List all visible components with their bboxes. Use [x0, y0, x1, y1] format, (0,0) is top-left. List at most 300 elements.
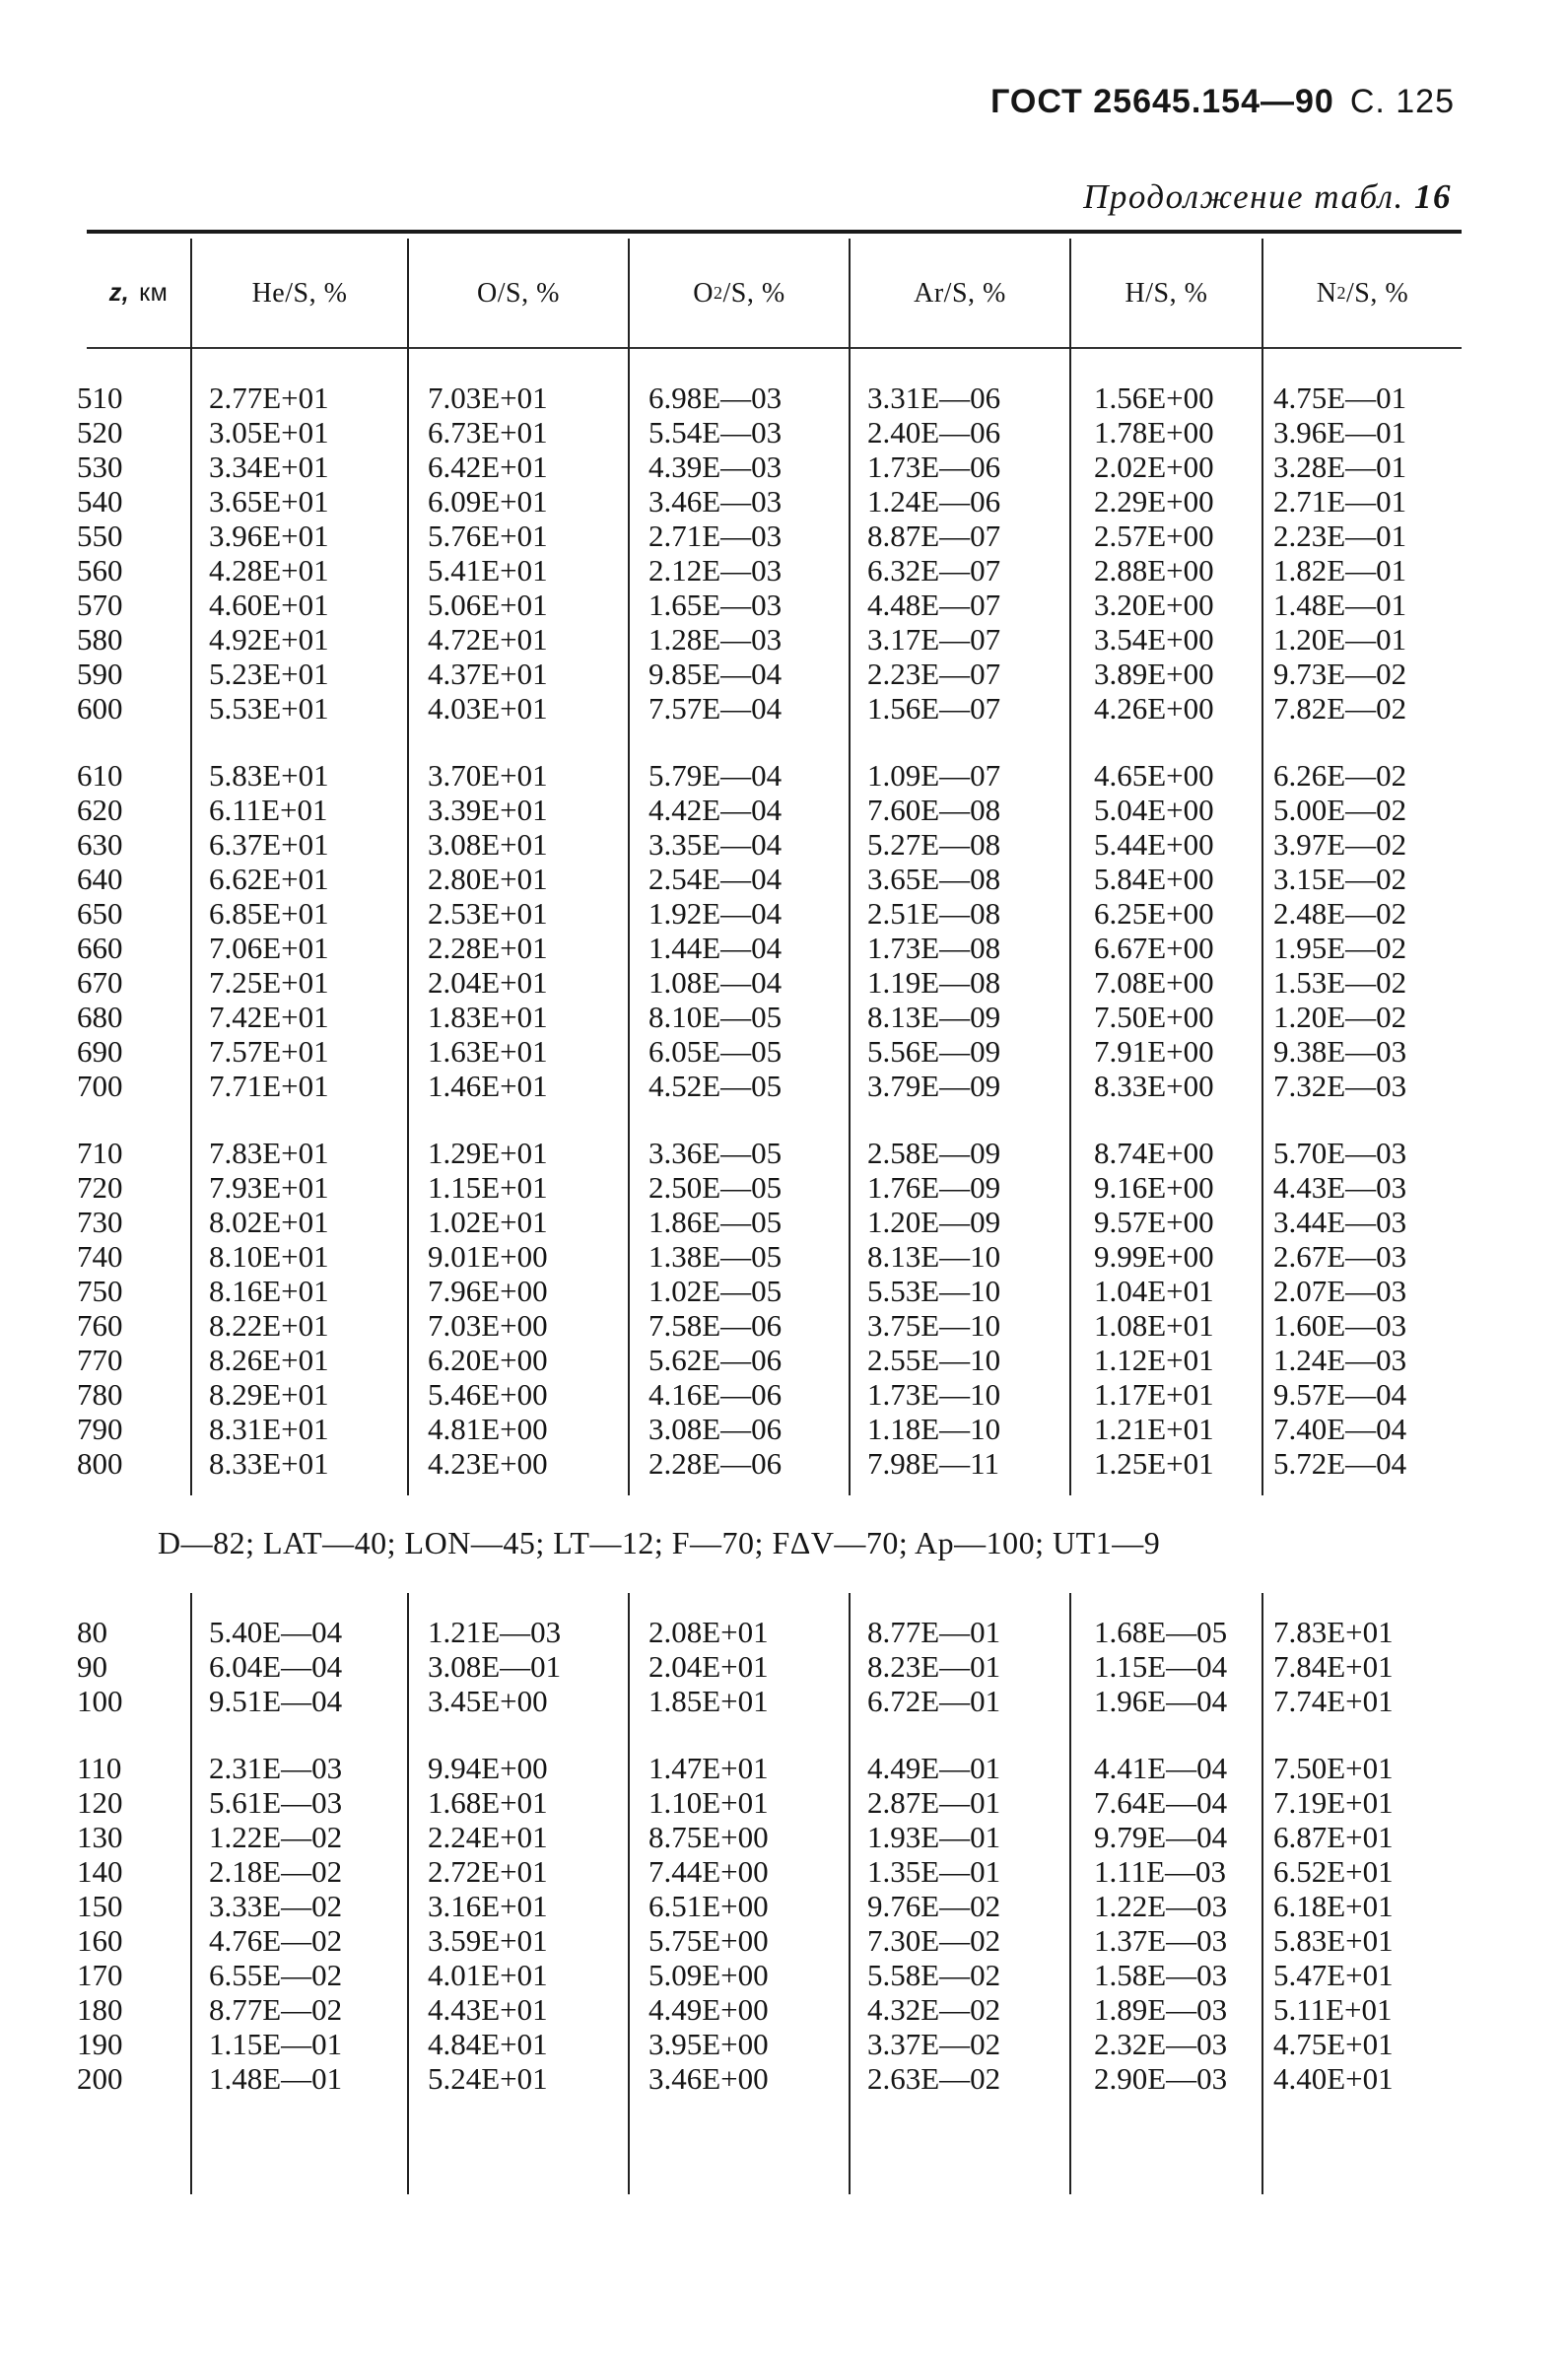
cell-o: 4.01E+01	[428, 1958, 548, 1992]
cell-ar: 8.13E—10	[867, 1239, 1001, 1274]
table-row	[0, 588, 1568, 622]
cell-o2: 6.05E—05	[648, 1034, 783, 1069]
cell-n2: 2.07E—03	[1273, 1274, 1407, 1308]
cell-o: 4.23E+00	[428, 1446, 548, 1481]
cell-o: 7.03E+01	[428, 381, 548, 415]
cell-he: 5.53E+01	[209, 691, 329, 726]
table-row	[0, 793, 1568, 827]
cell-he: 6.11E+01	[209, 793, 328, 827]
cell-o2: 1.44E—04	[648, 931, 783, 965]
cell-h: 1.58E—03	[1094, 1958, 1228, 1992]
cell-o: 4.37E+01	[428, 657, 548, 691]
cell-o2: 1.86E—05	[648, 1205, 783, 1239]
cell-o2: 3.46E—03	[648, 484, 783, 519]
cell-ar: 1.76E—09	[867, 1170, 1001, 1205]
cell-o: 2.53E+01	[428, 896, 548, 931]
cell-n2: 5.72E—04	[1273, 1446, 1407, 1481]
cell-h: 1.89E—03	[1094, 1992, 1228, 2027]
cell-altitude: 170	[77, 1958, 123, 1992]
cell-n2: 3.97E—02	[1273, 827, 1407, 862]
cell-o: 3.39E+01	[428, 793, 548, 827]
cell-h: 1.68E—05	[1094, 1615, 1228, 1649]
cell-o2: 1.92E—04	[648, 896, 783, 931]
cell-n2: 7.84E+01	[1273, 1649, 1394, 1684]
page-number: С. 125	[1349, 83, 1455, 120]
cell-he: 5.23E+01	[209, 657, 329, 691]
cell-h: 2.57E+00	[1094, 519, 1214, 553]
cell-h: 8.33E+00	[1094, 1069, 1214, 1103]
cell-he: 5.83E+01	[209, 758, 329, 793]
cell-altitude: 740	[77, 1239, 123, 1274]
cell-h: 2.88E+00	[1094, 553, 1214, 588]
cell-ar: 2.87E—01	[867, 1785, 1001, 1820]
cell-n2: 5.47E+01	[1273, 1958, 1394, 1992]
cell-o2: 2.04E+01	[648, 1649, 769, 1684]
cell-he: 3.65E+01	[209, 484, 329, 519]
cell-o2: 5.54E—03	[648, 415, 783, 450]
column-header-o: O/S, %	[477, 277, 560, 309]
table-row	[0, 1136, 1568, 1170]
cell-altitude: 190	[77, 2027, 123, 2061]
cell-o2: 3.08E—06	[648, 1412, 783, 1446]
cell-h: 2.02E+00	[1094, 450, 1214, 484]
cell-altitude: 790	[77, 1412, 123, 1446]
cell-n2: 6.52E+01	[1273, 1854, 1394, 1889]
cell-h: 1.17E+01	[1094, 1377, 1214, 1412]
cell-altitude: 770	[77, 1343, 123, 1377]
cell-he: 8.29E+01	[209, 1377, 329, 1412]
cell-n2: 1.48E—01	[1273, 588, 1407, 622]
cell-h: 7.91E+00	[1094, 1034, 1214, 1069]
cell-he: 7.25E+01	[209, 965, 329, 1000]
cell-o: 2.28E+01	[428, 931, 548, 965]
cell-h: 2.90E—03	[1094, 2061, 1228, 2096]
cell-he: 2.18E—02	[209, 1854, 343, 1889]
cell-ar: 1.19E—08	[867, 965, 1001, 1000]
cell-ar: 8.87E—07	[867, 519, 1001, 553]
table-row	[0, 691, 1568, 726]
cell-he: 2.77E+01	[209, 381, 329, 415]
cell-he: 3.96E+01	[209, 519, 329, 553]
cell-he: 8.02E+01	[209, 1205, 329, 1239]
cell-h: 5.84E+00	[1094, 862, 1214, 896]
cell-ar: 2.51E—08	[867, 896, 1001, 931]
cell-ar: 4.32E—02	[867, 1992, 1001, 2027]
cell-o2: 4.16E—06	[648, 1377, 783, 1412]
cell-ar: 4.48E—07	[867, 588, 1001, 622]
cell-ar: 1.73E—08	[867, 931, 1001, 965]
cell-o2: 7.58E—06	[648, 1308, 783, 1343]
cell-o2: 6.51E+00	[648, 1889, 769, 1923]
cell-o: 3.70E+01	[428, 758, 548, 793]
cell-h: 1.12E+01	[1094, 1343, 1214, 1377]
cell-n2: 1.95E—02	[1273, 931, 1407, 965]
cell-h: 7.50E+00	[1094, 1000, 1214, 1034]
cell-altitude: 640	[77, 862, 123, 896]
cell-ar: 3.75E—10	[867, 1308, 1001, 1343]
column-header-he: He/S, %	[251, 277, 348, 309]
cell-n2: 9.57E—04	[1273, 1377, 1407, 1412]
cell-n2: 7.83E+01	[1273, 1615, 1394, 1649]
cell-n2: 3.28E—01	[1273, 450, 1407, 484]
cell-ar: 1.18E—10	[867, 1412, 1001, 1446]
cell-n2: 2.71E—01	[1273, 484, 1407, 519]
cell-he: 6.62E+01	[209, 862, 329, 896]
cell-h: 1.78E+00	[1094, 415, 1214, 450]
cell-o2: 1.85E+01	[648, 1684, 769, 1718]
cell-ar: 2.23E—07	[867, 657, 1001, 691]
cell-altitude: 600	[77, 691, 123, 726]
cell-o: 5.24E+01	[428, 2061, 548, 2096]
cell-o: 5.06E+01	[428, 588, 548, 622]
cell-altitude: 710	[77, 1136, 123, 1170]
cell-h: 5.44E+00	[1094, 827, 1214, 862]
cell-altitude: 110	[77, 1751, 122, 1785]
cell-altitude: 650	[77, 896, 123, 931]
cell-o2: 8.75E+00	[648, 1820, 769, 1854]
cell-altitude: 150	[77, 1889, 123, 1923]
cell-he: 5.61E—03	[209, 1785, 343, 1820]
cell-ar: 8.77E—01	[867, 1615, 1001, 1649]
cell-n2: 6.18E+01	[1273, 1889, 1394, 1923]
table-row	[0, 2027, 1568, 2061]
cell-ar: 7.98E—11	[867, 1446, 1000, 1481]
cell-altitude: 530	[77, 450, 123, 484]
cell-ar: 6.72E—01	[867, 1684, 1001, 1718]
table-row	[0, 1684, 1568, 1718]
cell-ar: 3.37E—02	[867, 2027, 1001, 2061]
table-row	[0, 1069, 1568, 1103]
table-row	[0, 1377, 1568, 1412]
table-row	[0, 553, 1568, 588]
cell-ar: 1.56E—07	[867, 691, 1001, 726]
cell-o: 4.43E+01	[428, 1992, 548, 2027]
cell-altitude: 180	[77, 1992, 123, 2027]
cell-n2: 6.26E—02	[1273, 758, 1407, 793]
cell-altitude: 570	[77, 588, 123, 622]
cell-o: 2.80E+01	[428, 862, 548, 896]
cell-he: 3.34E+01	[209, 450, 329, 484]
cell-altitude: 520	[77, 415, 123, 450]
table-row	[0, 1889, 1568, 1923]
cell-n2: 1.60E—03	[1273, 1308, 1407, 1343]
cell-n2: 4.40E+01	[1273, 2061, 1394, 2096]
cell-n2: 1.82E—01	[1273, 553, 1407, 588]
cell-h: 3.89E+00	[1094, 657, 1214, 691]
cell-ar: 3.65E—08	[867, 862, 1001, 896]
cell-ar: 3.31E—06	[867, 381, 1001, 415]
cell-o2: 4.49E+00	[648, 1992, 769, 2027]
table-row	[0, 450, 1568, 484]
cell-ar: 1.20E—09	[867, 1205, 1001, 1239]
cell-ar: 3.79E—09	[867, 1069, 1001, 1103]
cell-ar: 2.55E—10	[867, 1343, 1001, 1377]
cell-o2: 1.28E—03	[648, 622, 783, 657]
cell-he: 1.22E—02	[209, 1820, 343, 1854]
cell-ar: 1.35E—01	[867, 1854, 1001, 1889]
cell-o2: 1.10E+01	[648, 1785, 769, 1820]
cell-ar: 4.49E—01	[867, 1751, 1001, 1785]
cell-ar: 8.13E—09	[867, 1000, 1001, 1034]
cell-o: 6.09E+01	[428, 484, 548, 519]
cell-ar: 1.93E—01	[867, 1820, 1001, 1854]
cell-altitude: 750	[77, 1274, 123, 1308]
cell-ar: 5.58E—02	[867, 1958, 1001, 1992]
cell-he: 8.26E+01	[209, 1343, 329, 1377]
cell-o: 9.01E+00	[428, 1239, 548, 1274]
table-row	[0, 1412, 1568, 1446]
cell-h: 1.22E—03	[1094, 1889, 1228, 1923]
column-header-z: z, км	[108, 279, 169, 307]
cell-altitude: 670	[77, 965, 123, 1000]
cell-h: 4.65E+00	[1094, 758, 1214, 793]
cell-altitude: 80	[77, 1615, 107, 1649]
cell-he: 8.33E+01	[209, 1446, 329, 1481]
cell-h: 2.32E—03	[1094, 2027, 1228, 2061]
caption-text: Продолжение табл.	[1083, 177, 1404, 216]
cell-he: 8.16E+01	[209, 1274, 329, 1308]
cell-n2: 7.74E+01	[1273, 1684, 1394, 1718]
cell-he: 4.92E+01	[209, 622, 329, 657]
cell-n2: 3.15E—02	[1273, 862, 1407, 896]
cell-altitude: 120	[77, 1785, 123, 1820]
cell-ar: 2.40E—06	[867, 415, 1001, 450]
cell-o2: 3.36E—05	[648, 1136, 783, 1170]
cell-o2: 2.12E—03	[648, 553, 783, 588]
cell-h: 6.25E+00	[1094, 896, 1214, 931]
cell-o: 3.59E+01	[428, 1923, 548, 1958]
cell-o: 2.24E+01	[428, 1820, 548, 1854]
table-row	[0, 381, 1568, 415]
table-row	[0, 1170, 1568, 1205]
cell-o: 5.46E+00	[428, 1377, 548, 1412]
table-row	[0, 2061, 1568, 2096]
cell-altitude: 550	[77, 519, 123, 553]
cell-he: 4.28E+01	[209, 553, 329, 588]
cell-n2: 5.00E—02	[1273, 793, 1407, 827]
cell-ar: 5.53E—10	[867, 1274, 1001, 1308]
table-continuation-caption	[1083, 177, 1452, 217]
cell-h: 1.25E+01	[1094, 1446, 1214, 1481]
cell-h: 1.15E—04	[1094, 1649, 1228, 1684]
cell-h: 7.08E+00	[1094, 965, 1214, 1000]
cell-altitude: 510	[77, 381, 123, 415]
table-row	[0, 1308, 1568, 1343]
cell-he: 4.76E—02	[209, 1923, 343, 1958]
cell-n2: 1.20E—02	[1273, 1000, 1407, 1034]
cell-o2: 2.71E—03	[648, 519, 783, 553]
header-bottom-rule	[87, 347, 1462, 349]
cell-n2: 7.50E+01	[1273, 1751, 1394, 1785]
cell-h: 8.74E+00	[1094, 1136, 1214, 1170]
cell-o: 4.03E+01	[428, 691, 548, 726]
cell-altitude: 590	[77, 657, 123, 691]
cell-altitude: 780	[77, 1377, 123, 1412]
cell-h: 3.20E+00	[1094, 588, 1214, 622]
cell-ar: 3.17E—07	[867, 622, 1001, 657]
standard-number: ГОСТ 25645.154—90	[990, 83, 1334, 120]
table-row	[0, 1958, 1568, 1992]
cell-o2: 1.08E—04	[648, 965, 783, 1000]
cell-ar: 1.09E—07	[867, 758, 1001, 793]
cell-h: 9.16E+00	[1094, 1170, 1214, 1205]
cell-he: 7.83E+01	[209, 1136, 329, 1170]
cell-ar: 1.73E—06	[867, 450, 1001, 484]
cell-altitude: 800	[77, 1446, 123, 1481]
cell-o: 9.94E+00	[428, 1751, 548, 1785]
cell-o: 1.83E+01	[428, 1000, 548, 1034]
cell-he: 8.10E+01	[209, 1239, 329, 1274]
cell-he: 8.31E+01	[209, 1412, 329, 1446]
table-row	[0, 1785, 1568, 1820]
table-row	[0, 1854, 1568, 1889]
cell-o2: 1.47E+01	[648, 1751, 769, 1785]
table-row	[0, 657, 1568, 691]
cell-n2: 4.43E—03	[1273, 1170, 1407, 1205]
cell-o2: 3.95E+00	[648, 2027, 769, 2061]
table-row	[0, 1649, 1568, 1684]
column-header-n2: N 2 /S, %	[1316, 277, 1409, 309]
cell-o2: 9.85E—04	[648, 657, 783, 691]
cell-h: 1.08E+01	[1094, 1308, 1214, 1343]
cell-n2: 6.87E+01	[1273, 1820, 1394, 1854]
cell-o2: 5.62E—06	[648, 1343, 783, 1377]
cell-o2: 2.54E—04	[648, 862, 783, 896]
cell-h: 1.96E—04	[1094, 1684, 1228, 1718]
cell-o2: 5.75E+00	[648, 1923, 769, 1958]
cell-h: 1.04E+01	[1094, 1274, 1214, 1308]
cell-altitude: 730	[77, 1205, 123, 1239]
cell-altitude: 540	[77, 484, 123, 519]
cell-ar: 7.60E—08	[867, 793, 1001, 827]
cell-h: 1.11E—03	[1094, 1854, 1227, 1889]
cell-o: 1.68E+01	[428, 1785, 548, 1820]
cell-h: 5.04E+00	[1094, 793, 1214, 827]
table-row	[0, 484, 1568, 519]
table-top-rule	[87, 230, 1462, 234]
table-row	[0, 1446, 1568, 1481]
table-row	[0, 1034, 1568, 1069]
table-row	[0, 1923, 1568, 1958]
table-row	[0, 622, 1568, 657]
cell-h: 9.99E+00	[1094, 1239, 1214, 1274]
cell-he: 3.05E+01	[209, 415, 329, 450]
cell-n2: 9.73E—02	[1273, 657, 1407, 691]
table-row	[0, 519, 1568, 553]
cell-he: 7.93E+01	[209, 1170, 329, 1205]
page-header	[990, 83, 1455, 121]
cell-o: 7.03E+00	[428, 1308, 548, 1343]
cell-n2: 5.11E+01	[1273, 1992, 1393, 2027]
cell-o: 4.84E+01	[428, 2027, 548, 2061]
cell-ar: 2.58E—09	[867, 1136, 1001, 1170]
cell-o: 3.16E+01	[428, 1889, 548, 1923]
cell-altitude: 630	[77, 827, 123, 862]
cell-n2: 1.20E—01	[1273, 622, 1407, 657]
cell-he: 1.48E—01	[209, 2061, 343, 2096]
cell-n2: 3.44E—03	[1273, 1205, 1407, 1239]
table-row	[0, 1615, 1568, 1649]
cell-h: 9.57E+00	[1094, 1205, 1214, 1239]
table-row	[0, 896, 1568, 931]
table-row	[0, 1239, 1568, 1274]
table-row	[0, 965, 1568, 1000]
cell-o2: 8.10E—05	[648, 1000, 783, 1034]
table-row	[0, 415, 1568, 450]
table-row	[0, 1992, 1568, 2027]
cell-altitude: 130	[77, 1820, 123, 1854]
cell-o: 4.72E+01	[428, 622, 548, 657]
cell-o: 1.21E—03	[428, 1615, 562, 1649]
table-row	[0, 862, 1568, 896]
cell-o2: 3.46E+00	[648, 2061, 769, 2096]
cell-o: 3.45E+00	[428, 1684, 548, 1718]
cell-h: 4.26E+00	[1094, 691, 1214, 726]
cell-altitude: 200	[77, 2061, 123, 2096]
cell-altitude: 140	[77, 1854, 123, 1889]
cell-he: 2.31E—03	[209, 1751, 343, 1785]
cell-he: 7.71E+01	[209, 1069, 329, 1103]
cell-h: 3.54E+00	[1094, 622, 1214, 657]
cell-o: 1.63E+01	[428, 1034, 548, 1069]
cell-altitude: 760	[77, 1308, 123, 1343]
cell-o: 6.20E+00	[428, 1343, 548, 1377]
cell-altitude: 680	[77, 1000, 123, 1034]
cell-n2: 7.32E—03	[1273, 1069, 1407, 1103]
cell-o2: 1.65E—03	[648, 588, 783, 622]
cell-he: 1.15E—01	[209, 2027, 343, 2061]
cell-ar: 2.63E—02	[867, 2061, 1001, 2096]
cell-he: 6.55E—02	[209, 1958, 343, 1992]
cell-ar: 1.73E—10	[867, 1377, 1001, 1412]
cell-n2: 2.48E—02	[1273, 896, 1407, 931]
cell-n2: 2.67E—03	[1273, 1239, 1407, 1274]
cell-ar: 5.27E—08	[867, 827, 1001, 862]
table-row	[0, 931, 1568, 965]
cell-h: 9.79E—04	[1094, 1820, 1228, 1854]
cell-he: 7.06E+01	[209, 931, 329, 965]
column-header-ar: Ar/S, %	[914, 277, 1006, 309]
cell-n2: 4.75E—01	[1273, 381, 1407, 415]
cell-n2: 2.23E—01	[1273, 519, 1407, 553]
cell-h: 6.67E+00	[1094, 931, 1214, 965]
cell-h: 1.37E—03	[1094, 1923, 1228, 1958]
cell-n2: 5.83E+01	[1273, 1923, 1394, 1958]
cell-o: 1.29E+01	[428, 1136, 548, 1170]
cell-he: 8.22E+01	[209, 1308, 329, 1343]
cell-he: 6.04E—04	[209, 1649, 343, 1684]
cell-he: 4.60E+01	[209, 588, 329, 622]
cell-o2: 5.79E—04	[648, 758, 783, 793]
cell-h: 7.64E—04	[1094, 1785, 1228, 1820]
cell-o2: 2.08E+01	[648, 1615, 769, 1649]
cell-o: 1.46E+01	[428, 1069, 548, 1103]
cell-o2: 1.38E—05	[648, 1239, 783, 1274]
cell-altitude: 580	[77, 622, 123, 657]
cell-h: 1.56E+00	[1094, 381, 1214, 415]
cell-o2: 3.35E—04	[648, 827, 783, 862]
cell-ar: 5.56E—09	[867, 1034, 1001, 1069]
cell-altitude: 90	[77, 1649, 107, 1684]
cell-altitude: 610	[77, 758, 123, 793]
table-number: 16	[1414, 177, 1452, 216]
cell-n2: 7.40E—04	[1273, 1412, 1407, 1446]
cell-o2: 6.98E—03	[648, 381, 783, 415]
cell-n2: 5.70E—03	[1273, 1136, 1407, 1170]
table-row	[0, 1000, 1568, 1034]
cell-h: 4.41E—04	[1094, 1751, 1228, 1785]
cell-he: 6.37E+01	[209, 827, 329, 862]
